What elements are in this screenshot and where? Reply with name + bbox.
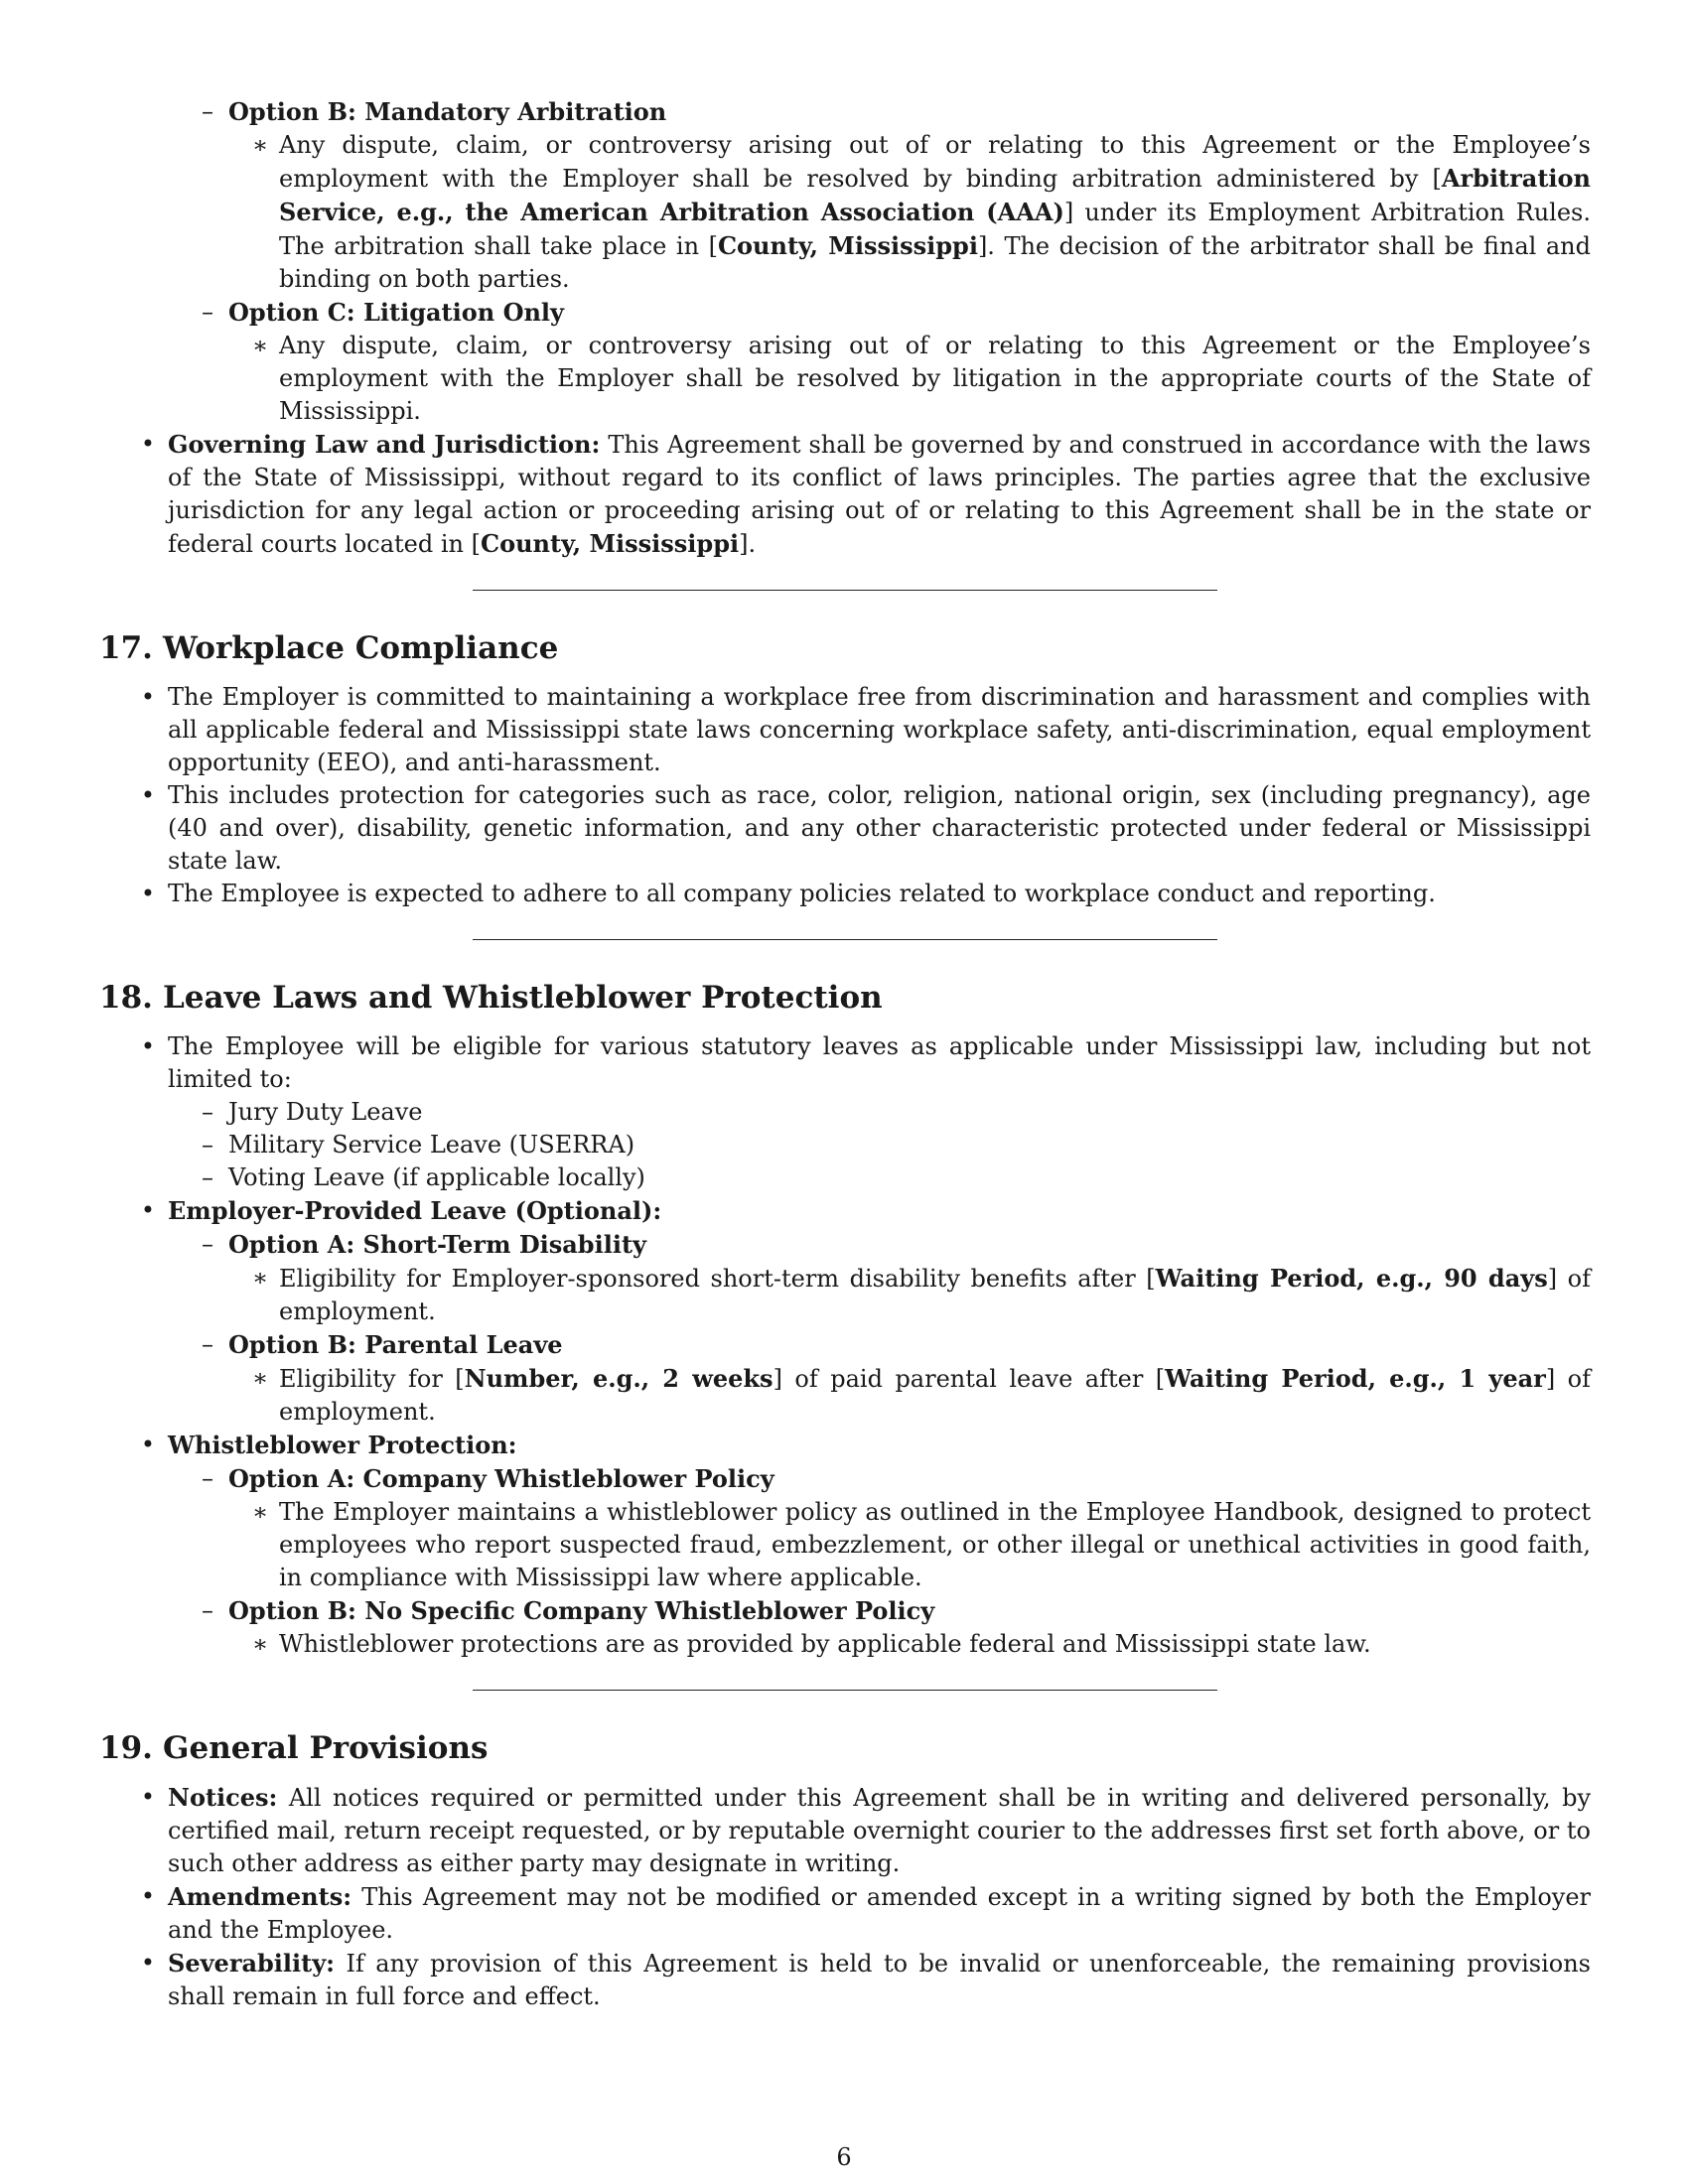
- text-run: ] under its Employment Arbitration Rules. The arbitration shall take place in [: [279, 199, 1591, 260]
- sec16-option-c: [99, 296, 1591, 330]
- text-run: The Employer is committed to maintaining a workplace free from discrimination and harassment and complies with all applicable federal and Mississippi state laws concerning workplace safety, anti-discrimination, equal employment opportunity (EEO), and anti-harassment.: [168, 683, 1591, 776]
- text-run: ] of employment.: [279, 1265, 1591, 1325]
- text-run: Voting Leave (if applicable locally): [228, 1163, 645, 1191]
- text-run: The Employee will be eligible for various statutory leaves as applicable under Mississippi law, including but not limited to:: [168, 1032, 1591, 1093]
- text-run: This Agreement shall be governed by and construed in accordance with the laws of the State of Mississippi, without regard to its conflict of laws principles. The parties agree that the exclusive jurisdiction for any legal action or proceeding arising out of or relating to this Agreement shall be in the state or federal courts located in [: [168, 431, 1592, 558]
- section-title: Leave Laws and Whistleblower Protection: [163, 980, 883, 1016]
- asterisk-marker: ∗: [251, 131, 269, 159]
- employer-leave-label: Employer-Provided Leave (Optional):: [168, 1196, 662, 1225]
- section-number: 18.: [99, 980, 153, 1016]
- placeholder-county: County, Mississippi: [481, 529, 740, 558]
- placeholder-arbitration-service: Arbitration Service, e.g., the American Arbitration Association (AAA): [279, 164, 1591, 226]
- placeholder-county: County, Mississippi: [717, 231, 978, 260]
- option-label: Option B: Parental Leave: [228, 1330, 563, 1359]
- bullet-marker: •: [140, 781, 156, 809]
- dash-marker: –: [202, 298, 213, 326]
- bullet-marker: •: [140, 430, 156, 458]
- section-divider: [473, 590, 1217, 591]
- asterisk-marker: ∗: [251, 1364, 269, 1392]
- text-run: Jury Duty Leave: [228, 1098, 423, 1126]
- sec19-amendments: [99, 1880, 1591, 1947]
- provision-label: Notices:: [168, 1783, 278, 1812]
- leave-item: [99, 1161, 1591, 1194]
- sec16-governing-law: [99, 428, 1591, 561]
- text-run: ].: [739, 530, 757, 558]
- sec18-wb-option-b: [99, 1594, 1591, 1628]
- sec18-intro: [99, 1030, 1591, 1096]
- placeholder-waiting-period: Waiting Period, e.g., 1 year: [1165, 1364, 1546, 1393]
- option-label: Option A: Short-Term Disability: [228, 1230, 646, 1259]
- placeholder-waiting-period: Waiting Period, e.g., 90 days: [1155, 1264, 1548, 1293]
- section-divider: [473, 939, 1217, 940]
- text-run: Whistleblower protections are as provided by applicable federal and Mississippi state law.: [279, 1630, 1371, 1658]
- sec16-option-c-text: [99, 330, 1591, 428]
- section-number: 17.: [99, 630, 153, 666]
- document-page: [99, 95, 1591, 2013]
- text-run: All notices required or permitted under this Agreement shall be in writing and delivered personally, by certified mail, return receipt requested, or by reputable overnight courier to the addresses first set forth above, or to such other address as either party may designate in writing.: [168, 1784, 1591, 1877]
- placeholder-number: Number, e.g., 2 weeks: [464, 1364, 774, 1393]
- text-run: Any dispute, claim, or controversy arising out of or relating to this Agreement or the Employee’s employment with the Employer shall be resolved by binding arbitration administered by [: [279, 131, 1591, 193]
- bullet-marker: •: [140, 1949, 156, 1977]
- bullet-marker: •: [140, 683, 156, 711]
- option-label: Option A: Company Whistleblower Policy: [228, 1464, 774, 1493]
- bullet-marker: •: [140, 1431, 156, 1458]
- text-run: ] of employment.: [279, 1365, 1591, 1426]
- dash-marker: –: [202, 1464, 213, 1492]
- section-number: 19.: [99, 1730, 153, 1766]
- section-19-heading: [99, 1728, 1591, 1768]
- option-label: Option B: No Specific Company Whistleblower Policy: [228, 1596, 935, 1625]
- section-divider: [473, 1690, 1217, 1691]
- sec16-option-c-label: Option C: Litigation Only: [228, 298, 564, 327]
- sec17-item: [99, 779, 1591, 878]
- sec18-wb-option-a-text: [99, 1496, 1591, 1594]
- bullet-marker: •: [140, 880, 156, 907]
- sec17-item: [99, 878, 1591, 910]
- sec18-emp-option-a: [99, 1228, 1591, 1262]
- asterisk-marker: ∗: [251, 1630, 269, 1658]
- text-run: Eligibility for Employer-sponsored short-term disability benefits after [: [279, 1265, 1156, 1293]
- sec18-wb-option-b-text: [99, 1628, 1591, 1661]
- text-run: ]. The decision of the arbitrator shall be final and binding on both parties.: [279, 232, 1591, 293]
- sec18-employer-leave: [99, 1194, 1591, 1228]
- sec19-notices: [99, 1781, 1591, 1880]
- leave-item: [99, 1129, 1591, 1161]
- whistleblower-label: Whistleblower Protection:: [168, 1431, 517, 1459]
- dash-marker: –: [202, 1596, 213, 1624]
- dash-marker: –: [202, 1230, 213, 1258]
- text-run: The Employer maintains a whistleblower policy as outlined in the Employee Handbook, designed to protect employees who report suspected fraud, embezzlement, or other illegal or unethical activities in good faith, in compliance with Mississippi law where applicable.: [279, 1498, 1591, 1591]
- provision-label: Amendments:: [168, 1882, 352, 1911]
- sec16-option-b-label: Option B: Mandatory Arbitration: [228, 97, 667, 126]
- text-run: Eligibility for [: [279, 1365, 465, 1393]
- asterisk-marker: ∗: [251, 1264, 269, 1292]
- text-run: Military Service Leave (USERRA): [228, 1131, 635, 1159]
- dash-marker: –: [202, 97, 213, 125]
- section-18-heading: [99, 978, 1591, 1018]
- provision-label: Severability:: [168, 1949, 336, 1978]
- sec16-option-b: [99, 95, 1591, 129]
- page-number: 6: [836, 2143, 852, 2171]
- asterisk-marker: ∗: [251, 1498, 269, 1526]
- sec18-emp-option-a-text: [99, 1262, 1591, 1328]
- dash-marker: –: [202, 1131, 213, 1159]
- bullet-marker: •: [140, 1032, 156, 1060]
- bullet-marker: •: [140, 1196, 156, 1224]
- dash-marker: –: [202, 1330, 213, 1358]
- sec19-severability: [99, 1947, 1591, 2013]
- text-run: ] of paid parental leave after [: [773, 1365, 1166, 1393]
- sec18-whistleblower: [99, 1429, 1591, 1462]
- sec18-emp-option-b-text: [99, 1362, 1591, 1429]
- text-run: The Employee is expected to adhere to all company policies related to workplace conduct and reporting.: [168, 880, 1436, 907]
- governing-law-label: Governing Law and Jurisdiction:: [168, 430, 601, 459]
- bullet-marker: •: [140, 1882, 156, 1910]
- section-title: Workplace Compliance: [163, 630, 559, 666]
- text-run: Any dispute, claim, or controversy arising out of or relating to this Agreement or the Employee’s employment with the Employer shall be resolved by litigation in the appropriate courts of the State of Mississippi.: [279, 332, 1591, 425]
- text-run: If any provision of this Agreement is held to be invalid or unenforceable, the remaining provisions shall remain in full force and effect.: [168, 1950, 1591, 2010]
- dash-marker: –: [202, 1163, 213, 1191]
- sec18-wb-option-a: [99, 1462, 1591, 1496]
- sec16-option-b-text: [99, 129, 1591, 296]
- dash-marker: –: [202, 1098, 213, 1126]
- section-title: General Provisions: [163, 1730, 489, 1766]
- text-run: This Agreement may not be modified or amended except in a writing signed by both the Employer and the Employee.: [168, 1883, 1591, 1944]
- leave-item: [99, 1096, 1591, 1129]
- sec17-item: [99, 681, 1591, 779]
- bullet-marker: •: [140, 1783, 156, 1811]
- asterisk-marker: ∗: [251, 332, 269, 359]
- text-run: This includes protection for categories such as race, color, religion, national origin, sex (including pregnancy), age (40 and over), disability, genetic information, and any other characteristic protected under federal or Mississippi state law.: [168, 781, 1591, 875]
- sec18-emp-option-b: [99, 1328, 1591, 1362]
- section-17-heading: [99, 628, 1591, 668]
